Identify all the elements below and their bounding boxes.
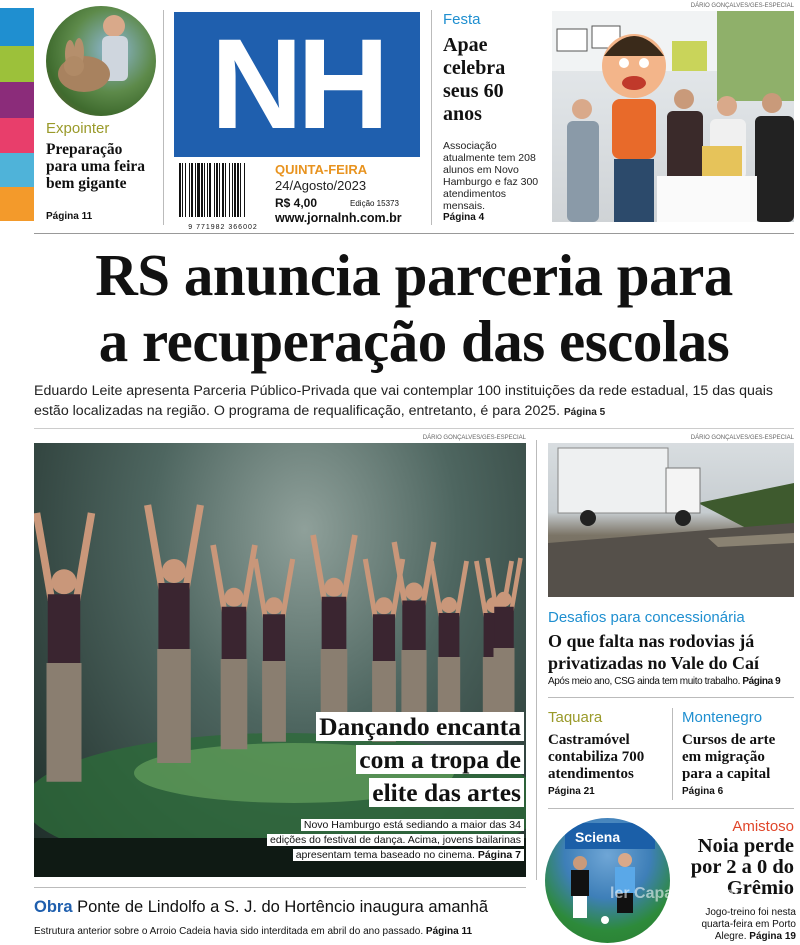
column-divider xyxy=(163,10,164,225)
column-divider xyxy=(536,440,537,880)
taquara-kicker: Taquara xyxy=(548,709,603,726)
caption-line: edições do festival de dança. Acima, jovens bailarinas xyxy=(250,833,524,848)
sports-body: Jogo-treino foi nesta quarta-feira em Porto Alegre. Página 19 xyxy=(701,907,796,942)
obra-headline[interactable] xyxy=(34,898,534,917)
color-strip-band xyxy=(0,187,34,221)
montenegro-headline[interactable]: Cursos de arte em migração para a capital xyxy=(682,732,776,782)
dancer-figure xyxy=(213,545,255,749)
expointer-photo xyxy=(46,6,156,116)
main-page: Página 5 xyxy=(564,407,606,418)
section-divider xyxy=(34,887,526,888)
dancer-figure xyxy=(148,505,201,763)
main-headline-line-1[interactable]: RS anuncia parceria para xyxy=(95,242,733,308)
expointer-kicker: Expointer xyxy=(46,120,110,137)
taquara-page: Página 21 xyxy=(548,786,595,797)
road-page: Página 9 xyxy=(742,676,781,687)
edition: Edição 15373 xyxy=(350,199,399,208)
expointer-page: Página 11 xyxy=(46,211,93,222)
barcode-bar xyxy=(179,163,181,217)
column-divider xyxy=(431,10,432,225)
barcode-bar xyxy=(207,163,208,217)
section-divider xyxy=(34,233,794,234)
barcode-bar xyxy=(225,163,226,217)
obra-kicker: Obra xyxy=(34,898,73,916)
road-headline[interactable]: O que falta nas rodovias já privatizadas no Vale do Caí xyxy=(548,631,760,673)
color-strip xyxy=(0,8,34,221)
barcode-bar xyxy=(222,163,224,217)
caption-line: Novo Hamburgo está sediando a maior das 34 xyxy=(250,818,524,833)
date: 24/Agosto/2023 xyxy=(275,178,367,193)
color-strip-band xyxy=(0,153,34,187)
website[interactable]: www.jornalnh.com.br xyxy=(275,211,402,225)
section-divider xyxy=(548,697,794,698)
barcode-bar xyxy=(189,163,190,217)
barcode-number: 9 771982 366002 xyxy=(188,224,258,231)
dancer-figure xyxy=(431,561,466,733)
barcode-bar xyxy=(219,163,220,217)
montenegro-kicker: Montenegro xyxy=(682,709,763,726)
photo-credit: DÁRIO GONÇALVES/GES-ESPECIAL xyxy=(690,3,794,9)
main-deck-text: Eduardo Leite apresenta Parceria Público-Privada que vai contemplar 100 instituições da rede estadual, 15 das quais estão localizadas na região. O programa de requalificação, entretanto, é para 2025. xyxy=(34,383,773,419)
barcode-bar xyxy=(185,163,186,217)
dance-headline-line-3: elite das artes xyxy=(280,777,524,808)
dance-headline-line-1: Dançando encanta xyxy=(280,711,524,742)
barcode-bar xyxy=(201,163,203,217)
color-strip-band xyxy=(0,46,34,82)
festa-headline[interactable]: Apae celebra seus 60 anos xyxy=(443,34,506,125)
nh-logo[interactable] xyxy=(174,12,420,157)
main-deck xyxy=(34,381,796,423)
dance-page: Página 7 xyxy=(477,849,521,861)
obra-headline-text: Ponte de Lindolfo a S. J. do Hortêncio inaugura amanhã xyxy=(77,898,489,916)
section-divider xyxy=(34,428,794,429)
dance-headline-line-2: com a tropa de xyxy=(280,744,524,775)
sports-headline[interactable]: Noia perde por 2 a 0 do Grêmio xyxy=(690,835,794,899)
watermark: ler Capas.com.br xyxy=(610,885,740,902)
sports-page: Página 19 xyxy=(749,931,796,942)
barcode-bar xyxy=(216,163,218,217)
road-kicker: Desafios para concessionária xyxy=(548,609,745,626)
barcode-bar xyxy=(182,163,183,217)
photo-credit: DÁRIO GONÇALVES/GES-ESPECIAL xyxy=(422,435,526,441)
dance-headline[interactable] xyxy=(280,711,524,808)
dancer-figure xyxy=(313,535,355,739)
column-divider xyxy=(672,708,673,800)
barcode xyxy=(177,163,269,231)
price: R$ 4,00 xyxy=(275,196,318,210)
taquara-headline[interactable]: Castramóvel contabiliza 700 atendimentos xyxy=(548,732,645,782)
dancer-figure xyxy=(37,513,92,782)
barcode-bar xyxy=(191,163,193,217)
sports-kicker: Amistoso xyxy=(732,818,794,835)
color-strip-band xyxy=(0,8,34,46)
festa-kicker: Festa xyxy=(443,11,481,28)
barcode-bar xyxy=(237,163,239,217)
logo-text: NH xyxy=(210,12,384,156)
obra-page: Página 11 xyxy=(425,926,473,937)
caption-line: apresentam tema baseado no cinema. Página 7 xyxy=(250,848,524,863)
barcode-bar xyxy=(240,163,241,217)
road-body: Após meio ano, CSG ainda tem muito trabalho. Página 9 xyxy=(548,676,781,687)
expointer-headline[interactable]: Preparação para uma feira bem gigante xyxy=(46,141,146,192)
barcode-bar xyxy=(197,163,200,217)
barcode-bar xyxy=(244,163,245,217)
barcode-bar xyxy=(234,163,236,217)
sports-banner-text: Sciena xyxy=(575,829,621,845)
dance-caption xyxy=(250,818,524,863)
barcode-bar xyxy=(229,163,230,217)
barcode-bar xyxy=(195,163,196,217)
dance-photo xyxy=(34,443,526,877)
section-divider xyxy=(548,808,794,809)
weekday: QUINTA-FEIRA xyxy=(275,162,368,177)
apae-photo xyxy=(552,11,794,222)
barcode-bar xyxy=(209,163,211,217)
montenegro-page: Página 6 xyxy=(682,786,724,797)
color-strip-band xyxy=(0,82,34,118)
photo-credit: DÁRIO GONÇALVES/GES-ESPECIAL xyxy=(690,435,794,441)
festa-body: Associação atualmente tem 208 alunos em Novo Hamburgo e faz 300 atendimentos mensais. xyxy=(443,140,539,212)
color-strip-band xyxy=(0,118,34,153)
festa-page: Página 4 xyxy=(443,212,485,223)
dancer-figure xyxy=(394,542,434,736)
road-photo xyxy=(548,443,794,597)
main-headline-line-2[interactable]: a recuperação das escolas xyxy=(98,308,730,374)
barcode-bar xyxy=(204,163,205,217)
sports-photo xyxy=(545,818,670,943)
obra-body: Estrutura anterior sobre o Arroio Cadeia havia sido interditada em abril do ano passado. Página 11 xyxy=(34,926,473,937)
barcode-bar xyxy=(232,163,233,217)
barcode-bar xyxy=(214,163,215,217)
